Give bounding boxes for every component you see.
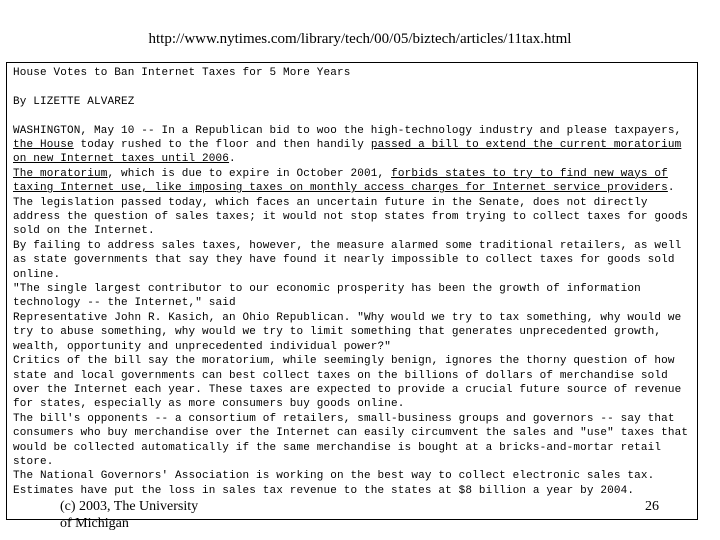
p1-text-b: today rushed to the floor and then handily	[73, 139, 371, 151]
source-url: http://www.nytimes.com/library/tech/00/05/biztech/articles/11tax.html	[148, 31, 572, 47]
spacer	[13, 80, 691, 94]
link-forbids-states[interactable]: forbids states to try to find new ways of taxing Internet use, like imposing taxes on monthly access charges for Internet service providers	[13, 167, 668, 195]
p1-text-c: .	[229, 153, 236, 166]
paragraph-5: "The single largest contributor to our economic prosperity has been the growth of information technology -- the Internet," said	[13, 283, 641, 310]
p2-text-a: , which is due to expire in October 2001,	[107, 167, 392, 180]
page-number: 26	[645, 499, 659, 514]
copyright-line-1: (c) 2003, The University	[60, 499, 199, 514]
p1-text-a: WASHINGTON, May 10 -- In a Republican bid to woo the high-technology industry and please taxpayers,	[13, 124, 682, 137]
paragraph-3: The legislation passed today, which faces an uncertain future in the Senate, does not directly address the question of sales taxes; it would not stop states from trying to collect taxes for goods sold on the Internet.	[13, 196, 689, 238]
p2-text-b: .	[667, 182, 675, 195]
copyright-footer	[60, 498, 198, 532]
article-byline: By LIZETTE ALVAREZ	[13, 95, 135, 108]
copyright-line-2: of Michigan	[60, 516, 129, 531]
paragraph-1	[13, 124, 691, 167]
paragraph-7: Critics of the bill say the moratorium, while seemingly benign, ignores the thorny question of how state and local governments can best collect taxes on the billions of dollars of merchandise sold over the Internet each year. These taxes are expected to provide a crucial future source of revenue for states, especially as more consumers buy goods online.	[13, 355, 682, 411]
paragraph-6: Representative John R. Kasich, an Ohio Republican. "Why would we try to tax something, why would we try to abuse something, why would we try to limit something that generates unprecedented growth, wealth, opportunity and unprecedented individual power?"	[13, 311, 682, 353]
paragraph-9: The National Governors' Association is working on the best way to collect electronic sales tax. Estimates have put the loss in sales tax revenue to the states at $8 billion a year by 2004.	[13, 470, 655, 497]
link-moratorium[interactable]: The moratorium	[13, 167, 108, 180]
paragraph-4: By failing to address sales taxes, however, the measure alarmed some traditional retailers, as well as state governments that say they have found it nearly impossible to collect taxes for goods sold online.	[13, 239, 682, 281]
spacer	[13, 109, 691, 123]
article-box	[6, 62, 698, 520]
paragraph-8: The bill's opponents -- a consortium of retailers, small-business groups and governors -- say that consumers who buy merchandise over the Internet can easily circumvent the sales and "use" taxes that would be collected automatically if the same merchandise is bought at a bricks-and-mortar retail store.	[13, 412, 689, 468]
link-the-house[interactable]: the House	[13, 139, 74, 151]
article-headline: House Votes to Ban Internet Taxes for 5 More Years	[13, 67, 351, 79]
link-passed-bill[interactable]: passed a bill to extend the current moratorium on new Internet taxes until 2006	[13, 139, 682, 166]
paragraph-2	[13, 167, 691, 196]
